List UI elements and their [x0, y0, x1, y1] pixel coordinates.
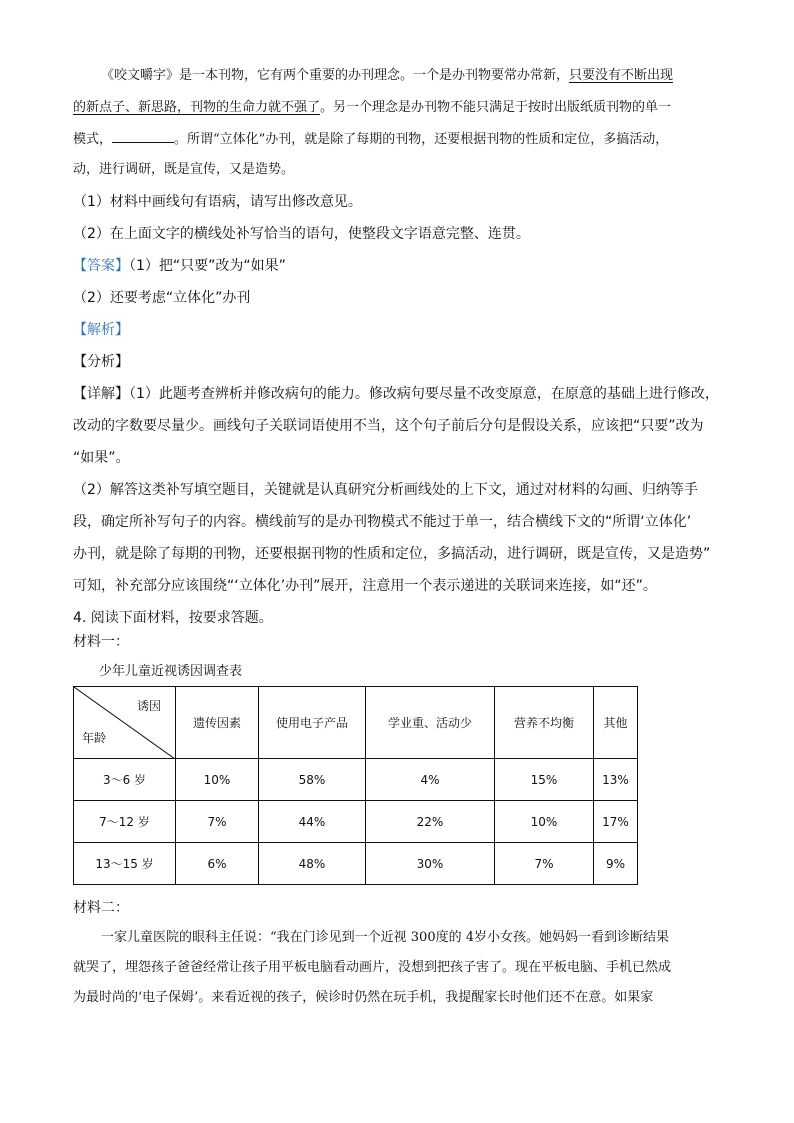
material-2-text: 为最时尚的‘电子保姆’。来看近视的孩子，候诊时仍然在玩手机，我提醒家长时他们还不在意。如果家	[73, 990, 654, 1005]
table-cell: 10%	[495, 801, 594, 843]
table-caption: 少年儿童近视诱因调查表	[99, 664, 243, 679]
table-cell: 13%	[594, 759, 638, 801]
passage-line	[73, 130, 668, 150]
detail-text: （1）此题考查辨析并修改病句的能力。修改病句要尽量不改变原意，在原意的基础上进行修改，	[129, 386, 719, 402]
material-1-label: 材料一：	[73, 634, 129, 650]
table-cell: 17%	[594, 801, 638, 843]
passage-text: 模式，	[73, 132, 113, 147]
detail-text: “如果”。	[73, 450, 130, 466]
material-2-label: 材料二：	[73, 900, 129, 916]
answer-tag: 【答案】	[73, 258, 129, 274]
passage-text: 。所谓“立体化”办刊，就是除了每期的刊物，还要根据刊物的性质和定位，多搞活动，	[174, 132, 669, 147]
table-cell: 4%	[366, 759, 495, 801]
detail-text: 段，确定所补写句子的内容。横线前写的是办刊物模式不能过于单一，结合横线下文的“所谓‘立体化’	[73, 514, 692, 530]
material-2-text: 一家儿童医院的眼科主任说：“我在门诊见到一个近视 300度的 4岁小女孩。她妈妈一看到诊断结果	[101, 930, 669, 945]
table-cell: 7%	[176, 801, 259, 843]
question-1: （1）材料中画线句有语病，请写出修改意见。	[73, 194, 362, 210]
analysis-tag: 【解析】	[73, 322, 129, 338]
underlined-sentence: 的新点子、新思路，刊物的生命力就不强了	[73, 100, 321, 115]
age-cell: 13～15 岁	[74, 843, 176, 885]
corner-top-label: 诱因	[136, 699, 161, 713]
table-header-cell: 学业重、活动少	[366, 687, 495, 759]
detail-tag: 【详解】	[73, 386, 129, 402]
table-corner-cell	[74, 687, 176, 759]
fenxi-tag: 【分析】	[73, 354, 129, 370]
passage-line	[101, 66, 673, 86]
table-cell: 10%	[176, 759, 259, 801]
table-header-row	[74, 687, 638, 759]
table-header-cell: 营养不均衡	[495, 687, 594, 759]
detail-text: 可知，补充部分应该围绕“‘立体化’办刊”展开，注意用一个表示递进的关联词来连接，如“还”。	[73, 578, 657, 594]
answer-1: （1）把“只要”改为“如果”	[129, 258, 286, 274]
fill-blank	[112, 130, 174, 143]
table-cell: 15%	[495, 759, 594, 801]
underlined-sentence: 只要没有不断出现	[569, 68, 674, 83]
answer-2: （2）还要考虑“立体化”办刊	[73, 290, 251, 306]
detail-line	[73, 384, 719, 404]
corner-bottom-label: 年龄	[82, 731, 107, 745]
material-2-text: 就哭了，埋怨孩子爸爸经常让孩子用平板电脑看动画片，没想到把孩子害了。现在平板电脑、手机已然成	[73, 960, 672, 975]
table-cell: 6%	[176, 843, 259, 885]
table-cell: 9%	[594, 843, 638, 885]
answer-line	[73, 256, 286, 276]
passage-line: 动，进行调研，既是宣传，又是造势。	[73, 162, 295, 177]
question-4-title: 4. 阅读下面材料，按要求答题。	[73, 610, 273, 626]
table-header-cell: 遗传因素	[176, 687, 259, 759]
passage-text: 。另一个理念是办刊物不能只满足于按时出版纸质刊物的单一	[320, 100, 672, 115]
table-header-cell: 其他	[594, 687, 638, 759]
table-row	[74, 843, 638, 885]
detail-text: 办刊，就是除了每期的刊物，还要根据刊物的性质和定位，多搞活动，进行调研，既是宣传，又是造势”	[73, 546, 711, 562]
table-cell: 7%	[495, 843, 594, 885]
table-cell: 48%	[259, 843, 366, 885]
table-row	[74, 759, 638, 801]
table-cell: 58%	[259, 759, 366, 801]
detail-text: （2）解答这类补写填空题目，关键就是认真研究分析画线处的上下文，通过对材料的勾画、归纳等手	[73, 482, 698, 498]
table-header-cell: 使用电子产品	[259, 687, 366, 759]
detail-text: 改动的字数要尽量少。画线句子关联词语使用不当，这个句子前后分句是假设关系，应该把“只要”改为	[73, 418, 704, 434]
table-cell: 30%	[366, 843, 495, 885]
table-row	[74, 801, 638, 843]
passage-line	[73, 98, 671, 118]
table-cell: 44%	[259, 801, 366, 843]
table-cell: 22%	[366, 801, 495, 843]
survey-table	[73, 686, 638, 885]
age-cell: 3～6 岁	[74, 759, 176, 801]
age-cell: 7～12 岁	[74, 801, 176, 843]
passage-text: 《咬文嚼字》是一本刊物，它有两个重要的办刊理念。一个是办刊物要常办常新，	[101, 68, 570, 83]
question-2: （2）在上面文字的横线处补写恰当的语句，使整段文字语意完整、连贯。	[73, 226, 530, 242]
